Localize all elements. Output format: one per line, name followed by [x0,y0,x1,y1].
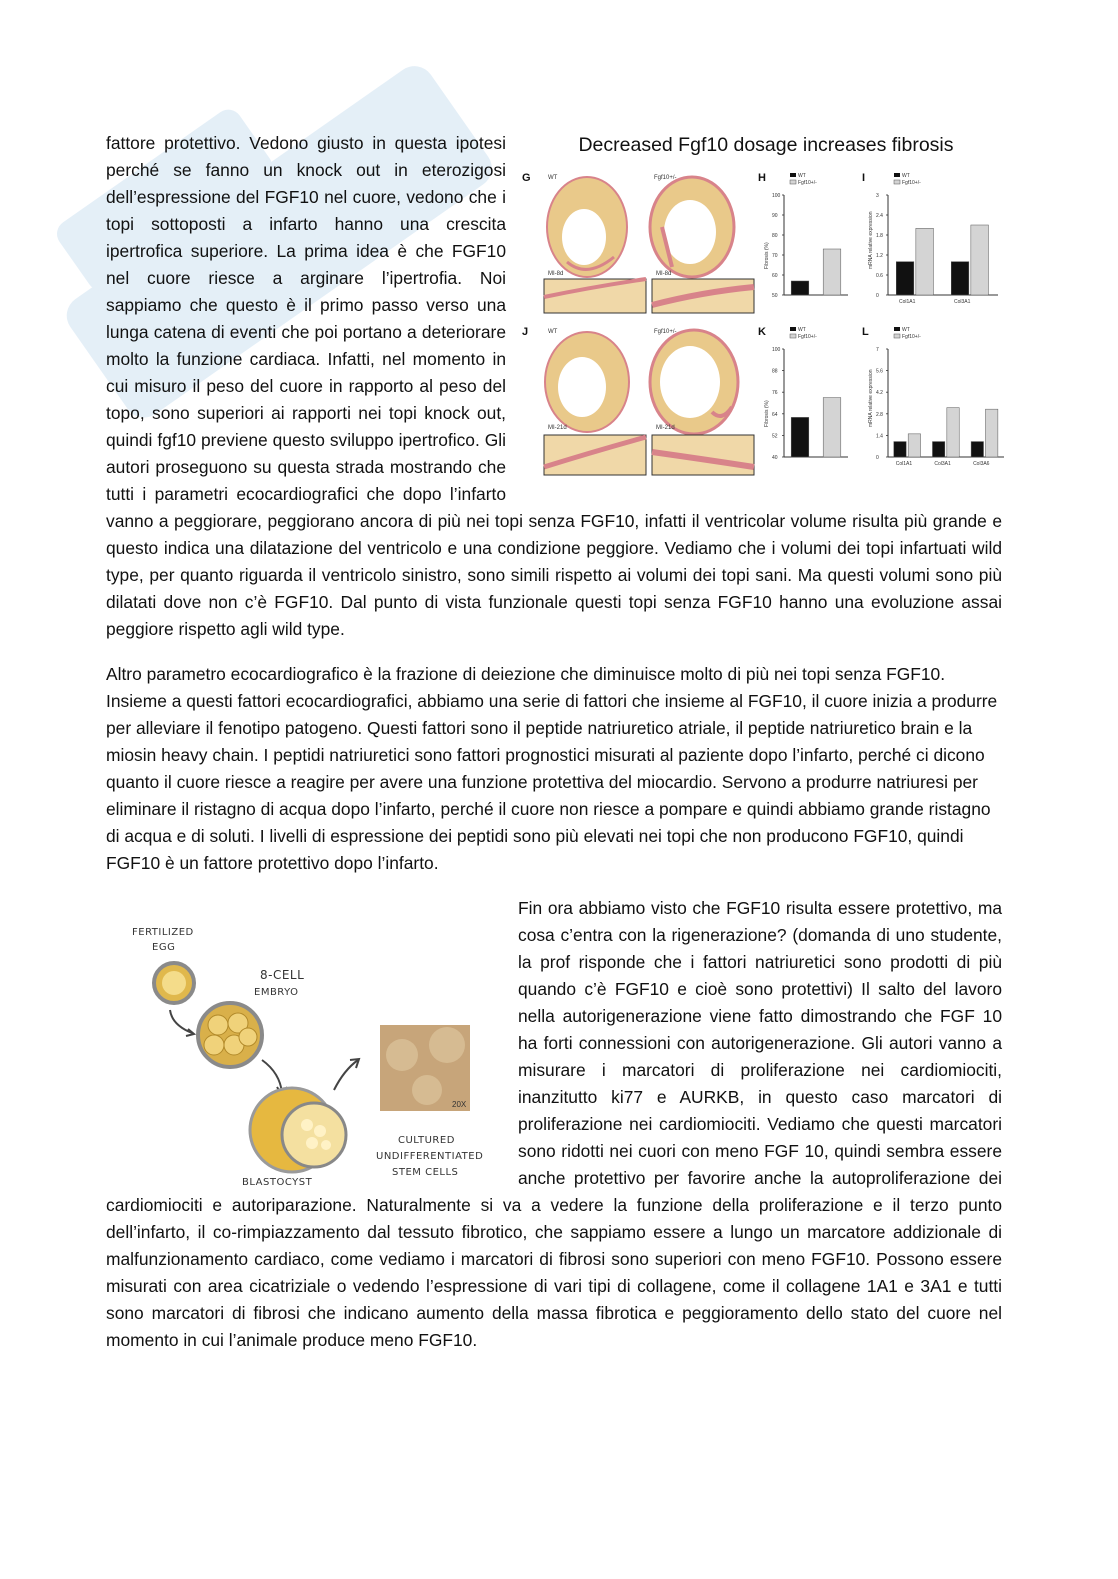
tick-label-K: 100 [772,347,781,353]
embryo-diagram [102,895,502,1185]
figure-embryo-stem-cells [102,895,502,1185]
caption-embryo: EMBRYO [254,987,299,998]
ko-label-j: Fgf10+/- [654,329,677,335]
tick-label-H: 80 [772,233,778,239]
tick-label-H: 70 [772,253,778,259]
tick-label-I: 0 [876,293,879,299]
tick-label-H: 50 [772,293,778,299]
legend-swatch-wt [894,327,900,331]
arrow-3 [334,1060,358,1090]
category-label-Col1A1: Col1A1 [895,461,913,467]
heart-section-ko-21d [650,330,738,434]
caption-egg: EGG [152,942,176,953]
tick-label-K: 76 [772,390,778,397]
mi-label-wt-8d: MI-8d [548,271,564,277]
panel-label-g: G [522,172,531,184]
bar-L-Col3A6-WT [971,442,983,457]
panel-label-l: L [862,326,869,338]
legend-ko-L: Fgf10+/- [902,334,921,340]
bar-I-Col3A1-Fgf10+/- [971,225,989,295]
bar-L-Col3A6-Fgf10+/- [986,409,998,457]
legend-swatch-ko [790,334,796,338]
wt-label-g: WT [548,175,558,181]
ko-label-g: Fgf10+/- [654,175,677,181]
panel-label-h: H [758,172,766,184]
bar-charts [764,173,1004,467]
tick-label-K: 88 [772,368,778,375]
figure-fibrosis-panels [522,167,1010,487]
tick-label-I: 1.2 [876,253,883,259]
bar-H-WT [791,281,809,295]
legend-ko-H: Fgf10+/- [798,180,817,186]
legend-ko-K: Fgf10+/- [798,334,817,340]
blastocyst [250,1088,346,1172]
legend-swatch-wt [790,173,796,177]
tick-label-I: 3 [876,193,879,199]
document-page [106,130,1002,1354]
inset-wt-8d [544,279,646,313]
caption-stem-cells: STEM CELLS [392,1167,459,1178]
magnification-label: 20X [452,1100,467,1109]
bar-L-Col1A1-Fgf10+/- [908,434,920,457]
tick-label-K: 40 [772,455,778,461]
caption-undifferentiated: UNDIFFERENTIATED [376,1151,484,1162]
tick-label-L: 1.4 [876,433,883,440]
embryo-8cell [198,1003,262,1067]
wt-label-j: WT [548,329,558,335]
tick-label-L: 2.8 [876,411,883,418]
paragraph-2: Altro parametro ecocardiografico è la frazione di deiezione che diminuisce molto di più nei topi senza FGF10. Insieme a questi fattori ecocardiografici, abbiamo una serie di fattori che insieme al FGF10, il cuore inizia a produrre per alleviare il fenotipo patogeno. Questi fattori sono il peptide natriuretico atriale, il peptide natriuretico brain e la miosin heavy chain. I peptidi natriuretici sono fattori prognostici misurati al paziente dopo l’infarto, perché ci dicono quanto il cuore riesce a reagire per avere una funzione protettiva del miocardio. Servono a produrre natriuresi per eliminare il ristagno di acqua dopo l’infarto, perché il cuore non riesce a pompare e quindi abbiamo grande ristagno di acqua e di soluti. I livelli di espressione dei peptidi sono più elevati nei topi che non producono FGF10, quindi FGF10 è un fattore protettivo dopo l’infarto. [106,664,998,873]
y-axis-label-L: mRNA relative expression [868,369,874,427]
y-axis-label-I: mRNA relative expression [868,211,874,269]
figure-fibrosis [522,130,1010,500]
paragraph-1: fattore protettivo. Vedono giusto in questa ipotesi perché se fanno un knock out in eterozigosi dell’espressione del FGF10 nel cuore, vedono che i topi sottoposti a infarto hanno una crescita ipertrofica superiore. La prima idea è che FGF10 nel cuore riesce a arginare l’ipertrofia. Noi sappiamo che questo è il primo passo verso una lunga catena di eventi che poi portano a deteriorare molto la funzione cardiaca. Infatti, nel momento in cui misuro il peso del cuore in rapporto al peso del topo, sono superiori ai rapporti nei topi knock out, quindi fgf10 previene questo sviluppo ipertrofico. Gli autori proseguono su questa strada mostrando che tutti i parametri ecocardiografici che dopo l’infarto vanno a peggiorare, peggiorano ancora di più nei topi senza FGF10, infatti il ventricolar volume risulta più grande e questo indica una dilatazione del ventricolo e una condizione peggiore. Vediamo che i volumi dei topi infartuati wild type, per quanto riguarda il ventricolo sinistro, sono simili rispetto ai volumi dei topi sani. Ma questi volumi sono più dilatati dove non c’è FGF10. Dal punto di vista funzionale questi topi senza FGF10 hanno una evoluzione assai peggiore rispetto agli wild type. [106,133,1002,639]
legend-swatch-wt [790,327,796,331]
category-label-Col3A1: Col3A1 [934,461,951,467]
tick-label-L: 4.2 [876,390,883,397]
caption-fertilized: FERTILIZED [132,927,194,938]
bar-K-Fgf10+/- [823,398,841,457]
y-axis-label-K: Fibrosis (%) [764,400,770,427]
legend-wt-I: WT [902,173,910,179]
bar-L-Col3A1-WT [932,442,944,457]
tick-label-H: 90 [772,213,778,219]
caption-blastocyst: BLASTOCYST [242,1177,313,1185]
legend-ko-I: Fgf10+/- [902,180,921,186]
legend-wt-H: WT [798,173,806,179]
mi-label-ko-8d: MI-8d [656,271,672,277]
tick-label-K: 64 [772,411,778,418]
legend-swatch-ko [790,180,796,184]
panel-label-i: I [862,172,866,184]
tick-label-L: 5.6 [876,368,883,375]
tick-label-I: 2.4 [876,213,883,219]
section-intro [106,130,1002,643]
mi-label-wt-21d: MI-21d [548,425,567,431]
tick-label-K: 52 [772,433,778,440]
caption-8cell: 8-CELL [260,968,305,982]
arrow-2 [262,1060,282,1093]
bar-I-Col3A1-WT [951,262,969,295]
tick-label-I: 0.6 [876,273,883,279]
tick-label-H: 100 [772,193,781,199]
legend-swatch-wt [894,173,900,177]
legend-swatch-ko [894,180,900,184]
heart-section-wt-21d [545,332,629,432]
panel-label-j: J [522,326,529,338]
paragraph-3: Fin ora abbiamo visto che FGF10 risulta essere protettivo, ma cosa c’entra con la rigenerazione? (domanda di uno studente, la prof risponde che i fattori natriuretici sono prodotti di più quando c’è FGF10 e cioè sono protettivi) Il salto del lavoro nella autorigenerazione viene fatto dimostrando che FGF 10 ha forti connessioni con autorigenerazione. Gli autori vanno a misurare i marcatori di proliferazione nei cardiomiociti, inanzitutto ki77 e AURKB, in questo caso marcatori di proliferazione nei cardiomiociti. Vediamo che questi marcatori sono ridotti nei cuori con meno FGF 10, quindi sembra essere anche protettivo per favorire anche la autoproliferazione dei cardiomiociti e autoriparazione. Naturalmente si va a vedere la funzione della proliferazione e il terzo punto dell’infarto, il co-rimpiazzamento dal tessuto fibrotico, che sappiamo essere a lungo un marcatore addizionale di malfunzionamento cardiaco, come vediamo i marcatori di fibrosi sono superiori con meno FGF10. Possono essere misurati con area cicatriziale o vedendo l’espressione di vari tipi di collagene, come il collagene 1A1 e 3A1 e tutti sono marcatori di fibrosi che indicano aumento della massa fibrotica e peggioramento dello stato del cuore nel momento in cui l’animale produce meno FGF10. [106,898,1002,1350]
bar-L-Col3A1-Fgf10+/- [947,408,959,457]
legend-swatch-ko [894,334,900,338]
heart-section-ko-8d [650,177,734,277]
category-label-Col3A6: Col3A6 [973,461,990,467]
panel-label-k: K [758,326,766,338]
category-label-Col1A1: Col1A1 [899,299,916,305]
bar-K-WT [791,417,809,457]
bar-I-Col1A1-WT [896,262,914,295]
caption-cultured: CULTURED [398,1135,455,1146]
figure-title: Decreased Fgf10 dosage increases fibrosis [578,134,954,156]
tick-label-L: 0 [876,455,879,461]
bar-I-Col1A1-Fgf10+/- [916,228,934,295]
tick-label-H: 60 [772,273,778,279]
legend-wt-K: WT [798,327,806,333]
y-axis-label-H: Fibrosis (%) [764,242,770,269]
section-regeneration [106,895,1002,1354]
legend-wt-L: WT [902,327,910,333]
bar-L-Col1A1-WT [894,442,906,457]
heart-section-wt-8d [547,177,627,277]
tick-label-I: 1.8 [876,233,883,239]
bar-H-Fgf10+/- [823,249,841,295]
category-label-Col3A1: Col3A1 [954,299,971,305]
mi-label-ko-21d: MI-21d [656,425,675,431]
tick-label-L: 7 [876,347,879,353]
